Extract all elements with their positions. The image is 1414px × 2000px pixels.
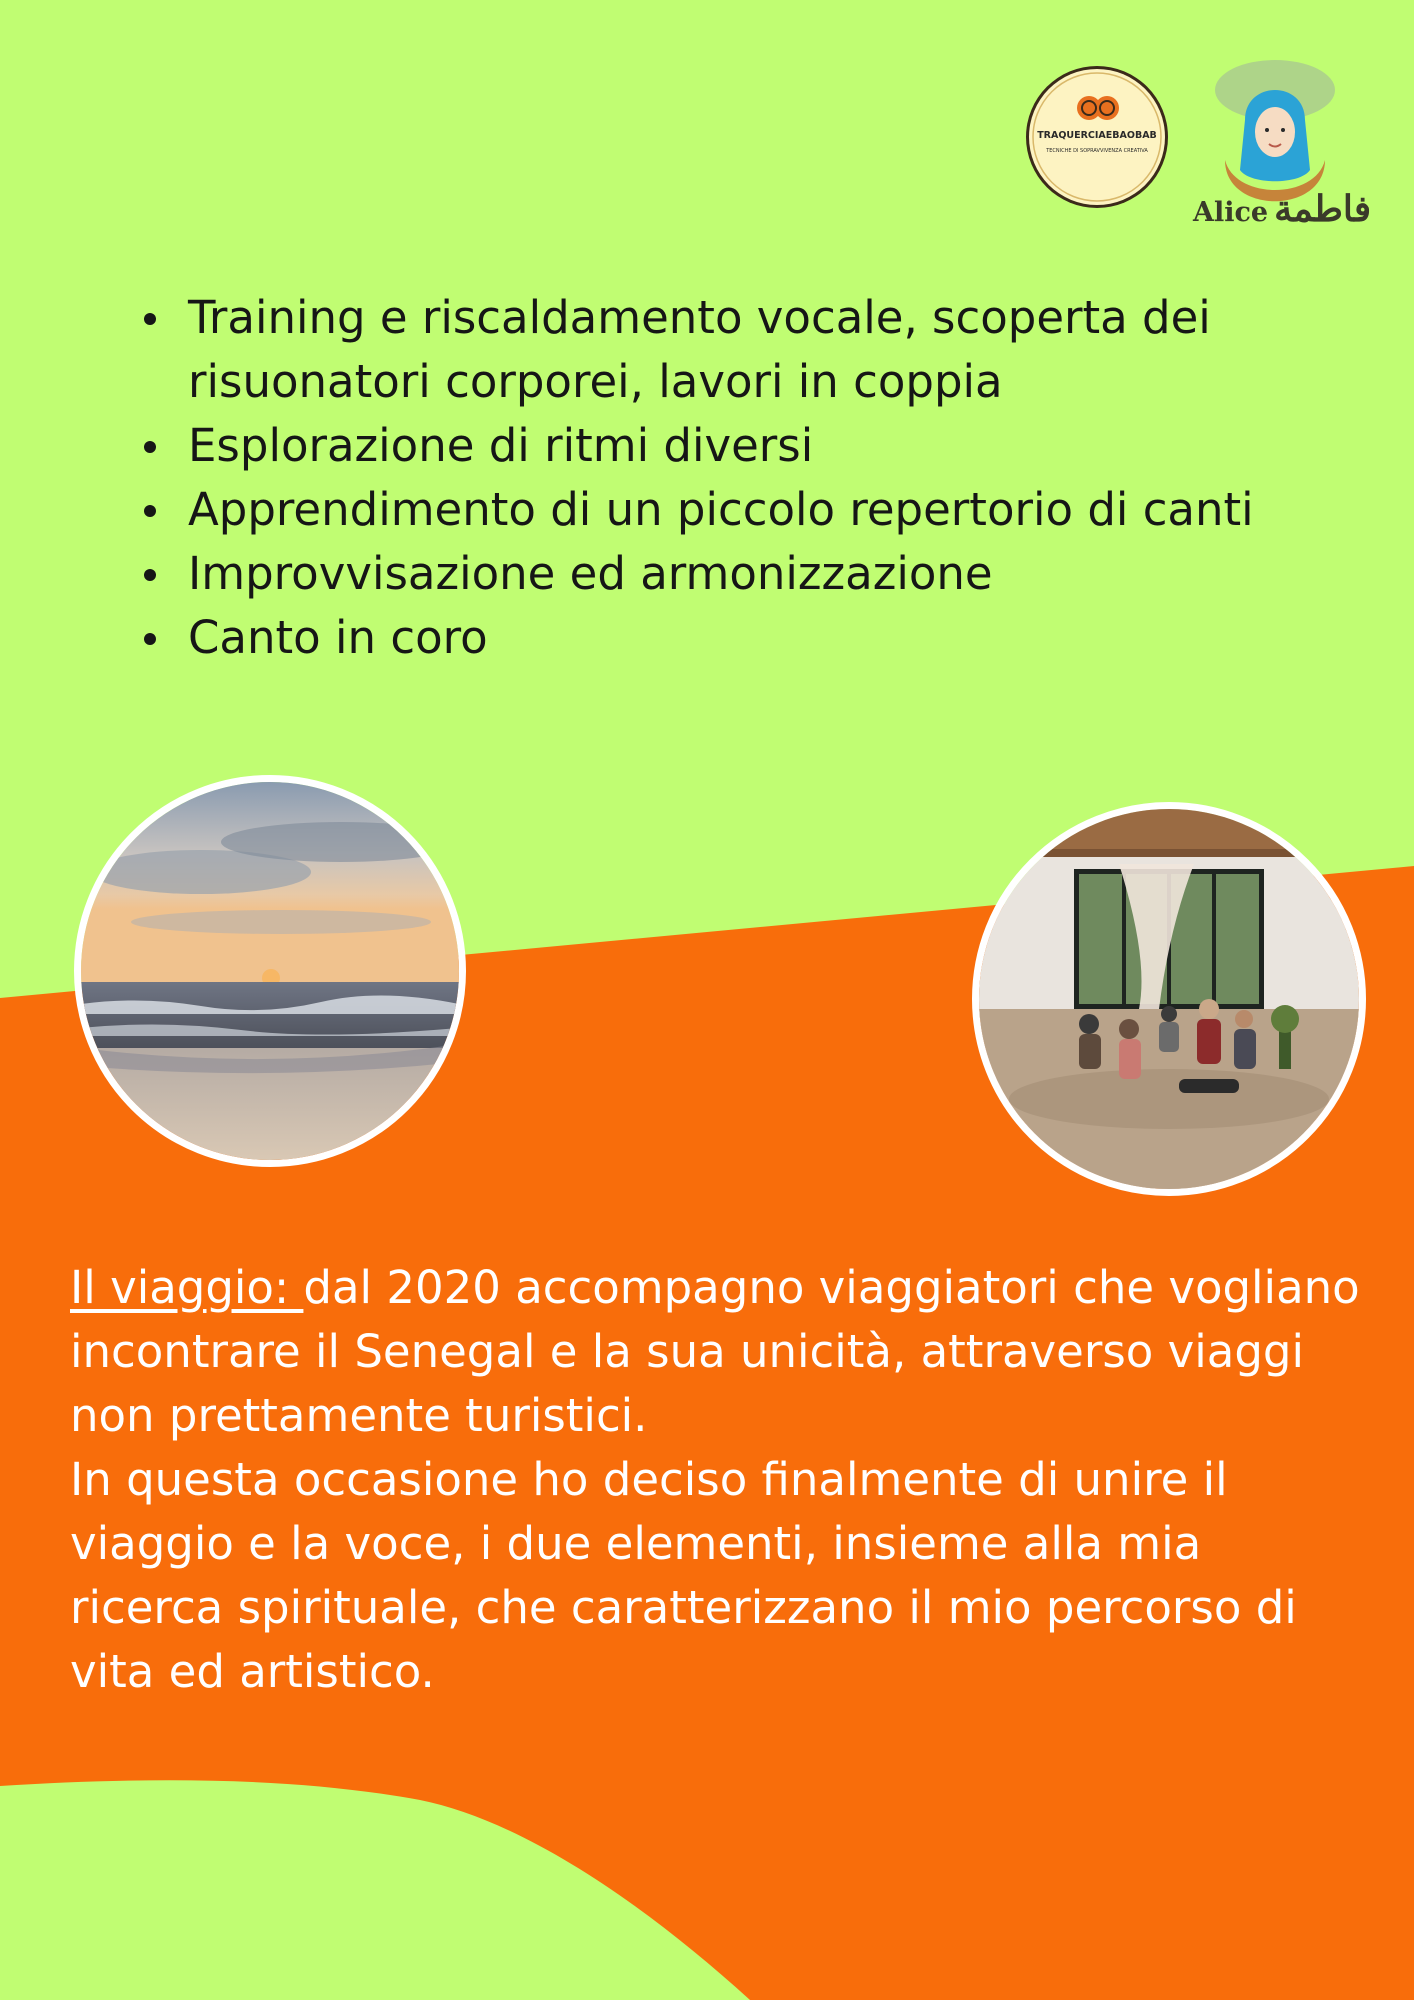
bullet-icon: [144, 633, 156, 645]
traquercia-logo: [1024, 64, 1170, 210]
list-item-text: Canto in coro: [188, 611, 488, 664]
bullet-icon: [144, 441, 156, 453]
traquercia-name: TRAQUERCIAEBAOBAB: [1037, 130, 1157, 141]
traquercia-tagline: TECNICHE DI SOPRAVVIVENZA CREATIVA: [1046, 148, 1148, 154]
alice-arabic: فاطمة: [1274, 188, 1372, 230]
alice-logo-text: [1193, 188, 1372, 238]
list-item: [140, 414, 1320, 478]
bullet-icon: [144, 569, 156, 581]
paragraph-second: [70, 1448, 1360, 1704]
group-singing-hall-photo: [972, 802, 1366, 1196]
paragraph-first: [70, 1256, 1360, 1448]
list-item-text: Improvvisazione ed armonizzazione: [188, 547, 993, 600]
list-item: [140, 478, 1320, 542]
list-item-text: Esplorazione di ritmi diversi: [188, 419, 814, 472]
list-item-text: Apprendimento di un piccolo repertorio di canti: [188, 483, 1254, 536]
list-item: [140, 606, 1320, 670]
bullet-icon: [144, 313, 156, 325]
paragraph-label: Il viaggio:: [70, 1261, 304, 1314]
paragraph-text-2: In questa occasione ho deciso finalmente di unire il viaggio e la voce, i due elementi, insieme alla mia ricerca spirituale, che caratterizzano il mio percorso di vita ed artistico.: [70, 1453, 1297, 1698]
paragraph-text-1: dal 2020 accompagno viaggiatori che vogliano incontrare il Senegal e la sua unicità, attraverso viaggi non prettamente turistici.: [70, 1261, 1360, 1442]
alice-latin: Alice: [1193, 197, 1269, 228]
travel-paragraph: [70, 1256, 1360, 1704]
activities-list: [140, 286, 1320, 670]
list-item: [140, 542, 1320, 606]
bullet-icon: [144, 505, 156, 517]
face-icon: [1255, 107, 1295, 157]
list-item-text: Training e riscaldamento vocale, scoperta dei risuonatori corporei, lavori in coppia: [188, 291, 1211, 408]
beach-sunset-photo: [74, 775, 466, 1167]
list-item: [140, 286, 1320, 414]
